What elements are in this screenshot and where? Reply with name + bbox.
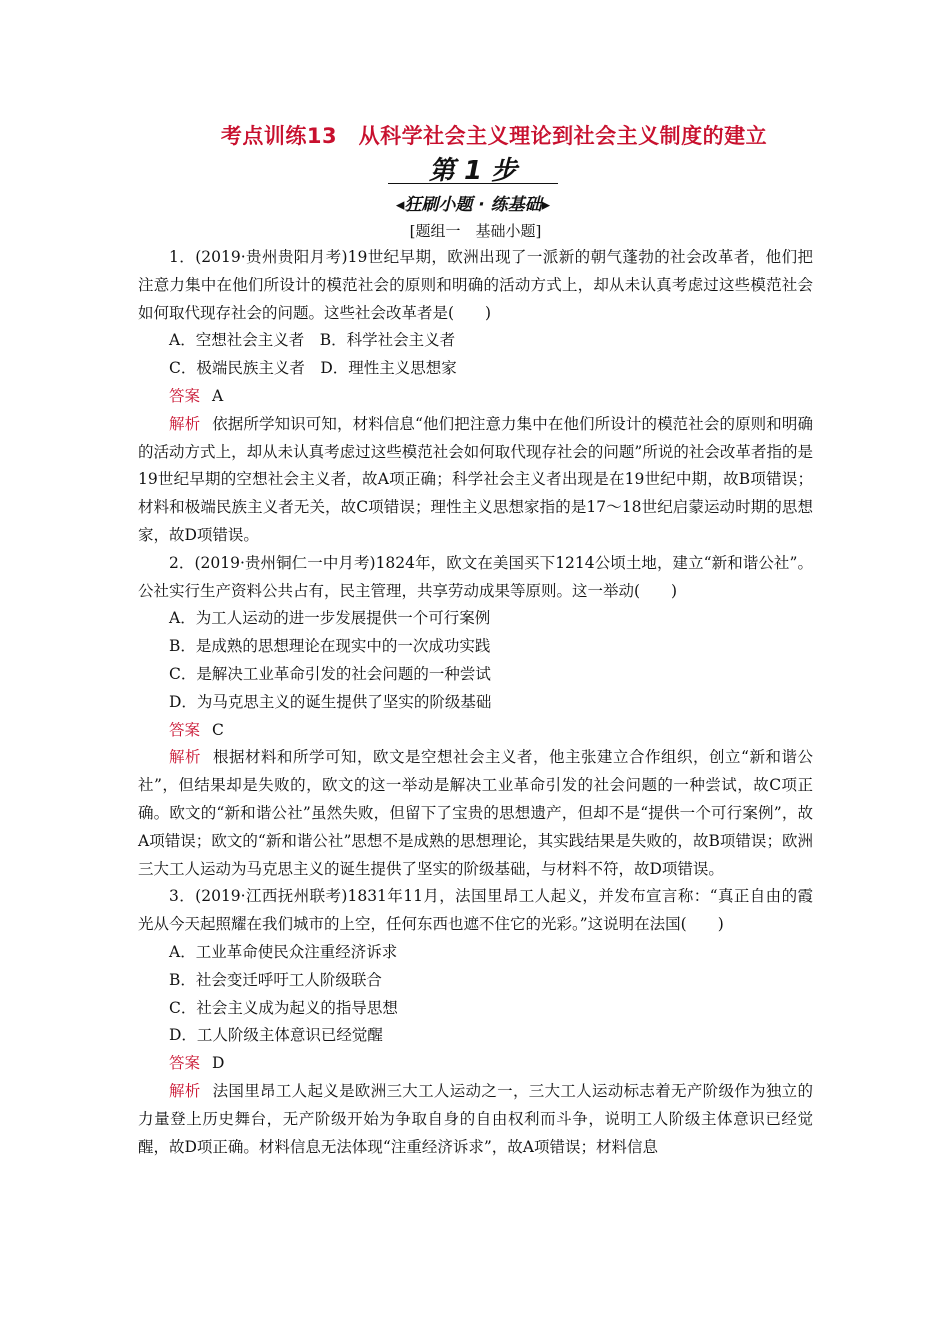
question-2-option: C．是解决工业革命引发的社会问题的一种尝试 [169, 664, 491, 683]
question-3-option: B．社会变迁呼吁工人阶级联合 [169, 970, 382, 989]
step-label: 第 1 步 [428, 156, 518, 186]
answer-value: A [212, 386, 224, 405]
section-banner: ◂狂刷小题 · 练基础▸ [395, 195, 551, 215]
question-3-option: A．工业革命使民众注重经济诉求 [169, 942, 398, 961]
question-1-answer [138, 383, 813, 411]
question-2-option: A．为工人运动的进一步发展提供一个可行案例 [169, 609, 491, 628]
question-1-stem: 1．(2019·贵州贵阳月考)19世纪早期，欧洲出现了一派新的朝气蓬勃的社会改革者，他们把注意力集中在他们所设计的模范社会的原则和明确的活动方式上，却从未认真考虑过这些模范社会如何取代现存社会的问题。这些社会改革者是( ) [138, 248, 813, 322]
analysis-text: 根据材料和所学可知，欧文是空想社会主义者，他主张建立合作组织，创立“新和谐公社”，但结果却是失败的，欧文的这一举动是解决工业革命引发的社会问题的一种尝试，故C项正确。欧文的“新和谐公社”虽然失败，但留下了宝贵的思想遗产，但却不是“提供一个可行案例”，故A项错误；欧文的“新和谐公社”思想不是成熟的思想理论，其实践结果是失败的，故B项错误；欧洲三大工人运动为马克思主义的诞生提供了坚实的阶级基础，与材料不符，故D项错误。 [138, 748, 813, 878]
analysis-text: 依据所学知识可知，材料信息“他们把注意力集中在他们所设计的模范社会的原则和明确的活动方式上，却从未认真考虑过这些模范社会如何取代现存社会的问题”所说的社会改革者指的是19世纪早期的空想社会主义者，故A项正确；科学社会主义者出现是在19世纪中期，故B项错误；材料和极端民族主义者无关，故C项错误；理性主义思想家指的是17～18世纪启蒙运动时期的思想家，故D项错误。 [138, 414, 813, 544]
question-1-option: A．空想社会主义者 B．科学社会主义者 [169, 331, 456, 350]
analysis-label: 解析 [169, 1081, 201, 1100]
page-title: 考点训练13 从科学社会主义理论到社会主义制度的建立 [220, 124, 768, 148]
answer-label: 答案 [169, 720, 201, 739]
question-1-analysis [138, 411, 813, 550]
question-2-option: B．是成熟的思想理论在现实中的一次成功实践 [169, 637, 491, 656]
question-1-option: C．极端民族主义者 D．理性主义思想家 [169, 359, 457, 378]
analysis-label: 解析 [169, 748, 202, 767]
question-group-label: [题组一 基础小题] [409, 222, 542, 240]
answer-value: C [212, 720, 224, 739]
analysis-text: 法国里昂工人起义是欧洲三大工人运动之一，三大工人运动标志着无产阶级作为独立的力量登上历史舞台，无产阶级开始为争取自身的自由权利而斗争，说明工人阶级主体意识已经觉醒，故D项正确。材料信息无法体现“注重经济诉求”，故A项错误；材料信息 [138, 1081, 813, 1156]
question-3-stem: 3．(2019·江西抚州联考)1831年11月，法国里昂工人起义，并发布宣言称：“真正自由的霞光从今天起照耀在我们城市的上空，任何东西也遮不住它的光彩。”这说明在法国( ) [138, 887, 813, 934]
question-3-analysis [138, 1078, 813, 1161]
question-list [138, 244, 813, 1161]
question-3-option: D．工人阶级主体意识已经觉醒 [169, 1026, 383, 1045]
step-header [368, 150, 578, 220]
question-3-answer [138, 1050, 813, 1078]
answer-label: 答案 [169, 386, 201, 405]
answer-label: 答案 [169, 1054, 201, 1073]
question-2-analysis [138, 744, 813, 883]
analysis-label: 解析 [169, 414, 201, 433]
question-2-stem: 2．(2019·贵州铜仁一中月考)1824年，欧文在美国买下1214公顷土地，建立“新和谐公社”。公社实行生产资料公共占有，民主管理，共享劳动成果等原则。这一举动( ) [138, 553, 813, 600]
question-3-option: C．社会主义成为起义的指导思想 [169, 998, 398, 1017]
step-divider [388, 183, 558, 184]
question-2-answer [138, 717, 813, 745]
question-2-option: D．为马克思主义的诞生提供了坚实的阶级基础 [169, 692, 492, 711]
answer-value: D [212, 1054, 225, 1073]
